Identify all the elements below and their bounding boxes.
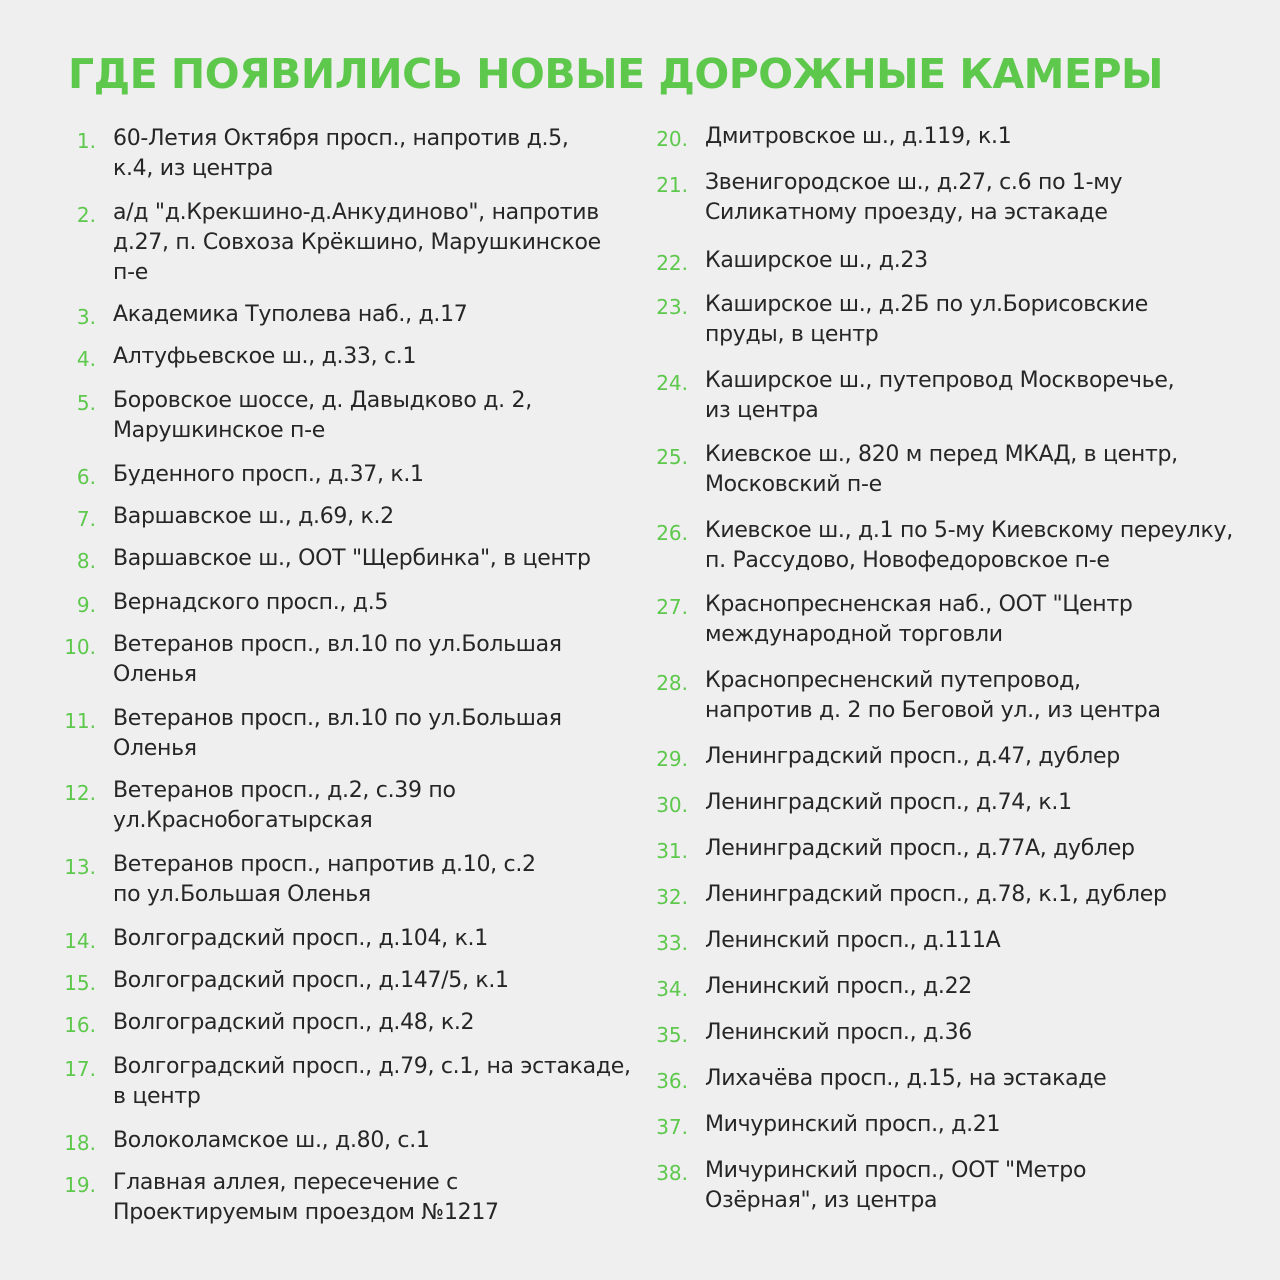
item-number: 35. — [656, 1023, 688, 1047]
list-item — [652, 926, 1252, 958]
item-number: 15. — [64, 971, 96, 995]
address-line: в центр — [113, 1084, 201, 1109]
list-item — [652, 1156, 1252, 1216]
address-line: пруды, в центр — [705, 322, 879, 347]
page-title: ГДЕ ПОЯВИЛИСЬ НОВЫЕ ДОРОЖНЫЕ КАМЕРЫ — [68, 50, 1164, 98]
item-number: 19. — [64, 1173, 96, 1197]
address-line: п. Рассудово, Новофедоровское п-е — [705, 548, 1110, 573]
address-line: Буденного просп., д.37, к.1 — [113, 462, 424, 487]
list-item — [652, 516, 1252, 576]
address-line: Волгоградский просп., д.147/5, к.1 — [113, 968, 509, 993]
item-address — [113, 630, 652, 690]
address-line: Марушкинское п-е — [113, 418, 325, 443]
address-line: Мичуринский просп., д.21 — [705, 1112, 1001, 1137]
address-line: Волгоградский просп., д.104, к.1 — [113, 926, 488, 951]
address-line: Оленья — [113, 736, 197, 761]
item-number: 29. — [656, 747, 688, 771]
address-line: Ленинский просп., д.36 — [705, 1020, 972, 1045]
list-item — [60, 198, 652, 288]
address-line: Киевское ш., 820 м перед МКАД, в центр, — [705, 442, 1178, 467]
item-number: 13. — [64, 855, 96, 879]
item-number: 5. — [76, 391, 96, 415]
address-line: Академика Туполева наб., д.17 — [113, 302, 468, 327]
list-item — [60, 502, 652, 534]
address-line: Оленья — [113, 662, 197, 687]
list-item — [652, 1110, 1252, 1142]
item-number: 24. — [656, 371, 688, 395]
item-number: 23. — [656, 295, 688, 319]
item-address — [705, 788, 1252, 820]
address-line: из центра — [705, 398, 819, 423]
list-item — [60, 588, 652, 620]
item-address — [113, 386, 652, 446]
item-number: 12. — [64, 781, 96, 805]
item-number: 1. — [76, 129, 96, 153]
address-line: по ул.Большая Оленья — [113, 882, 371, 907]
item-address — [705, 1018, 1252, 1050]
item-address — [705, 290, 1252, 350]
address-line: Алтуфьевское ш., д.33, с.1 — [113, 344, 417, 369]
item-address — [113, 342, 652, 374]
item-address — [705, 246, 1252, 278]
address-line: Варшавское ш., ООТ "Щербинка", в центр — [113, 546, 591, 571]
list-item — [60, 460, 652, 492]
item-address — [705, 168, 1252, 228]
item-number: 3. — [76, 305, 96, 329]
address-line: Ленинградский просп., д.74, к.1 — [705, 790, 1072, 815]
item-address — [705, 1156, 1252, 1216]
address-line: Ленинградский просп., д.47, дублер — [705, 744, 1120, 769]
item-number: 36. — [656, 1069, 688, 1093]
item-address — [113, 966, 652, 998]
item-number: 30. — [656, 793, 688, 817]
address-line: Каширское ш., д.2Б по ул.Борисовские — [705, 292, 1148, 317]
list-item — [652, 666, 1252, 726]
address-line: Лихачёва просп., д.15, на эстакаде — [705, 1066, 1107, 1091]
list-item — [652, 246, 1252, 278]
list-item — [652, 1064, 1252, 1096]
address-line: Озёрная", из центра — [705, 1188, 938, 1213]
address-line: Силикатному проезду, на эстакаде — [705, 200, 1108, 225]
list-item — [60, 966, 652, 998]
item-number: 32. — [656, 885, 688, 909]
item-number: 37. — [656, 1115, 688, 1139]
address-line: Вернадского просп., д.5 — [113, 590, 389, 615]
address-line: Ветеранов просп., д.2, с.39 по — [113, 778, 456, 803]
address-line: Каширское ш., путепровод Москворечье, — [705, 368, 1175, 393]
list-item — [60, 776, 652, 836]
list-item — [60, 1126, 652, 1158]
address-line: Звенигородское ш., д.27, с.6 по 1-му — [705, 170, 1123, 195]
address-line: 60-Летия Октября просп., напротив д.5, — [113, 126, 569, 151]
address-line: Ленинградский просп., д.77А, дублер — [705, 836, 1135, 861]
item-address — [113, 1126, 652, 1158]
item-address — [705, 1064, 1252, 1096]
item-address — [705, 834, 1252, 866]
item-address — [113, 924, 652, 956]
item-address — [113, 1052, 652, 1112]
address-line: Ветеранов просп., вл.10 по ул.Большая — [113, 706, 562, 731]
item-number: 8. — [76, 549, 96, 573]
item-number: 4. — [76, 347, 96, 371]
item-address — [705, 742, 1252, 774]
address-line: Мичуринский просп., ООТ "Метро — [705, 1158, 1087, 1183]
list-item — [652, 880, 1252, 912]
list-item — [652, 1018, 1252, 1050]
item-address — [705, 516, 1252, 576]
address-line: Волгоградский просп., д.48, к.2 — [113, 1010, 475, 1035]
item-number: 22. — [656, 251, 688, 275]
item-number: 10. — [64, 635, 96, 659]
address-line: Ленинградский просп., д.78, к.1, дублер — [705, 882, 1167, 907]
item-address — [705, 366, 1252, 426]
address-line: Варшавское ш., д.69, к.2 — [113, 504, 394, 529]
address-line: Ветеранов просп., вл.10 по ул.Большая — [113, 632, 562, 657]
item-number: 2. — [76, 203, 96, 227]
address-line: п-е — [113, 260, 148, 285]
list-item — [60, 342, 652, 374]
address-line: напротив д. 2 по Беговой ул., из центра — [705, 698, 1161, 723]
item-address — [705, 440, 1252, 500]
item-number: 33. — [656, 931, 688, 955]
address-line: Каширское ш., д.23 — [705, 248, 928, 273]
item-address — [113, 1168, 652, 1228]
address-line: а/д "д.Крекшино-д.Анкудиново", напротив — [113, 200, 599, 225]
item-address — [113, 588, 652, 620]
address-line: Московский п-е — [705, 472, 882, 497]
address-line: Ленинский просп., д.111А — [705, 928, 1001, 953]
address-line: международной торговли — [705, 622, 1003, 647]
item-number: 6. — [76, 465, 96, 489]
item-address — [113, 460, 652, 492]
item-number: 21. — [656, 173, 688, 197]
address-line: к.4, из центра — [113, 156, 274, 181]
item-address — [705, 926, 1252, 958]
list-item — [60, 544, 652, 576]
item-address — [705, 666, 1252, 726]
item-number: 34. — [656, 977, 688, 1001]
address-line: Волгоградский просп., д.79, с.1, на эстакаде, — [113, 1054, 631, 1079]
address-line: Ветеранов просп., напротив д.10, с.2 — [113, 852, 536, 877]
item-number: 14. — [64, 929, 96, 953]
item-number: 28. — [656, 671, 688, 695]
item-address — [113, 502, 652, 534]
item-address — [705, 1110, 1252, 1142]
item-number: 9. — [76, 593, 96, 617]
address-line: Ленинский просп., д.22 — [705, 974, 972, 999]
item-address — [705, 122, 1252, 154]
address-line: Краснопресненская наб., ООТ "Центр — [705, 592, 1133, 617]
list-item — [60, 850, 652, 910]
list-item — [60, 1168, 652, 1228]
item-address — [113, 704, 652, 764]
list-item — [652, 290, 1252, 350]
item-address — [705, 590, 1252, 650]
list-item — [60, 1008, 652, 1040]
item-address — [113, 300, 652, 332]
list-item — [60, 1052, 652, 1112]
item-address — [113, 850, 652, 910]
item-address — [705, 972, 1252, 1004]
item-address — [113, 776, 652, 836]
item-number: 27. — [656, 595, 688, 619]
list-item — [652, 590, 1252, 650]
address-line: Киевское ш., д.1 по 5-му Киевскому переулку, — [705, 518, 1233, 543]
item-number: 16. — [64, 1013, 96, 1037]
list-item — [652, 742, 1252, 774]
list-item — [60, 386, 652, 446]
list-item — [652, 972, 1252, 1004]
list-item — [60, 300, 652, 332]
address-line: ул.Краснобогатырская — [113, 808, 373, 833]
item-number: 25. — [656, 445, 688, 469]
item-number: 26. — [656, 521, 688, 545]
item-number: 17. — [64, 1057, 96, 1081]
address-line: Дмитровское ш., д.119, к.1 — [705, 124, 1012, 149]
list-item — [652, 122, 1252, 154]
address-line: Краснопресненский путепровод, — [705, 668, 1081, 693]
list-item — [60, 630, 652, 690]
list-item — [652, 366, 1252, 426]
item-address — [705, 880, 1252, 912]
list-item — [652, 440, 1252, 500]
item-number: 31. — [656, 839, 688, 863]
list-item — [60, 924, 652, 956]
address-line: д.27, п. Совхоза Крёкшино, Марушкинское — [113, 230, 601, 255]
item-address — [113, 198, 652, 288]
item-number: 20. — [656, 127, 688, 151]
item-number: 7. — [76, 507, 96, 531]
list-item — [652, 168, 1252, 228]
item-number: 38. — [656, 1161, 688, 1185]
item-address — [113, 544, 652, 576]
item-number: 18. — [64, 1131, 96, 1155]
item-address — [113, 1008, 652, 1040]
list-item — [652, 788, 1252, 820]
list-item — [60, 704, 652, 764]
item-address — [113, 124, 652, 184]
address-line: Главная аллея, пересечение с — [113, 1170, 458, 1195]
list-item — [60, 124, 652, 184]
item-number: 11. — [64, 709, 96, 733]
address-line: Проектируемым проездом №1217 — [113, 1200, 499, 1225]
address-line: Волоколамское ш., д.80, с.1 — [113, 1128, 430, 1153]
address-line: Боровское шоссе, д. Давыдково д. 2, — [113, 388, 532, 413]
list-item — [652, 834, 1252, 866]
